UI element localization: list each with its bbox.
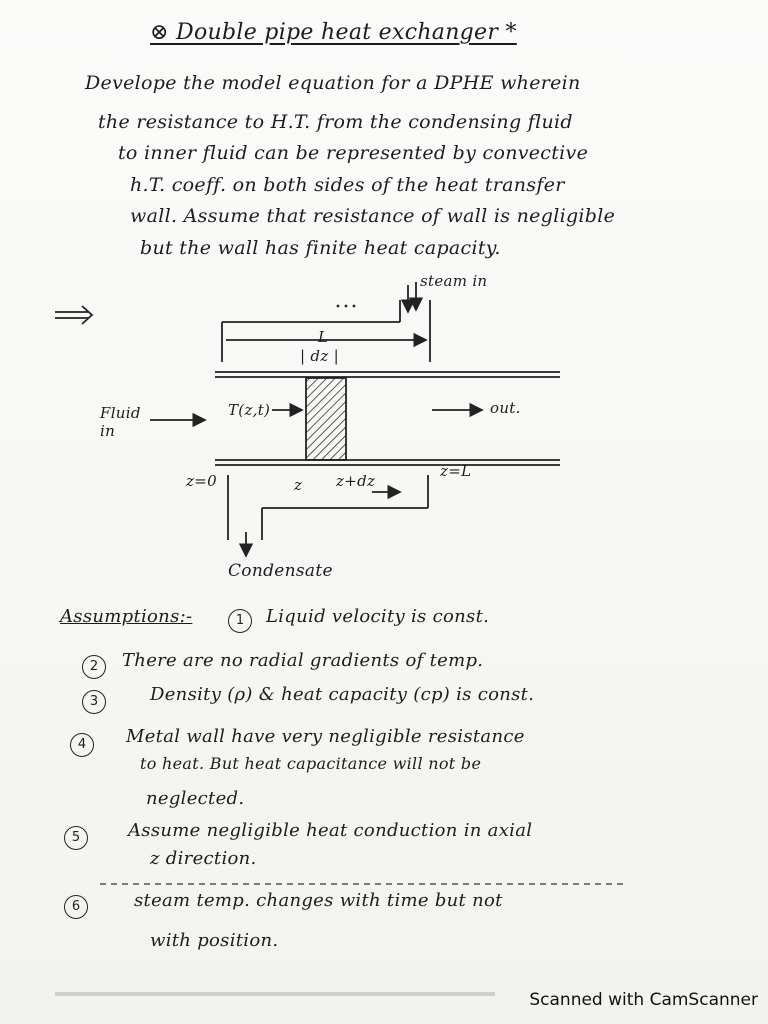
steam-in-label: steam in <box>420 272 488 290</box>
assumption-number-3: 3 <box>82 690 106 714</box>
out-label: out. <box>490 399 521 417</box>
paragraph-line-2: the resistance to H.T. from the condensing fluid <box>98 111 573 133</box>
dz-label: | dz | <box>300 347 339 365</box>
assumption-4: Metal wall have very negligible resistance <box>126 726 525 747</box>
paragraph-line-6: but the wall has finite heat capacity. <box>140 237 501 259</box>
paragraph-line-4: h.T. coeff. on both sides of the heat transfer <box>130 174 565 196</box>
z-label: z <box>294 476 303 494</box>
condensate-label: Condensate <box>228 561 333 581</box>
page-title: ⊗ Double pipe heat exchanger * <box>150 20 517 45</box>
fluid-in-label: Fluid in <box>100 404 141 440</box>
temperature-label: T(z,t) <box>228 401 271 419</box>
assumptions-heading: Assumptions:- <box>60 606 193 627</box>
assumption-number-4: 4 <box>70 733 94 757</box>
assumption-number-6: 6 <box>64 895 88 919</box>
assumption-number-5: 5 <box>64 826 88 850</box>
assumption-6: steam temp. changes with time but not <box>134 890 503 911</box>
assumption-1: Liquid velocity is const. <box>266 606 490 627</box>
zL-label: z=L <box>440 462 472 480</box>
assumption-6-cont-1: with position. <box>150 930 279 951</box>
assumption-5-cont-1: z direction. <box>150 848 257 869</box>
paragraph-line-3: to inner fluid can be represented by convective <box>118 142 589 164</box>
assumption-4-cont-2: neglected. <box>146 788 245 809</box>
assumption-2: There are no radial gradients of temp. <box>122 650 484 671</box>
z-dz-label: z+dz <box>336 472 376 490</box>
z0-label: z=0 <box>186 472 217 490</box>
paragraph-line-5: wall. Assume that resistance of wall is negligible <box>130 205 616 227</box>
assumption-3: Density (ρ) & heat capacity (cp) is const. <box>150 684 535 705</box>
assumption-number-1: 1 <box>228 609 252 633</box>
scan-footer-bar <box>55 992 495 996</box>
length-label: L <box>318 328 329 346</box>
assumption-number-2: 2 <box>82 655 106 679</box>
assumption-4-cont-1: to heat. But heat capacitance will not be <box>140 754 482 773</box>
assumption-5: Assume negligible heat conduction in axial <box>128 820 533 841</box>
paragraph-line-1: Develope the model equation for a DPHE wherein <box>85 72 581 94</box>
scanner-watermark: Scanned with CamScanner <box>529 990 758 1010</box>
